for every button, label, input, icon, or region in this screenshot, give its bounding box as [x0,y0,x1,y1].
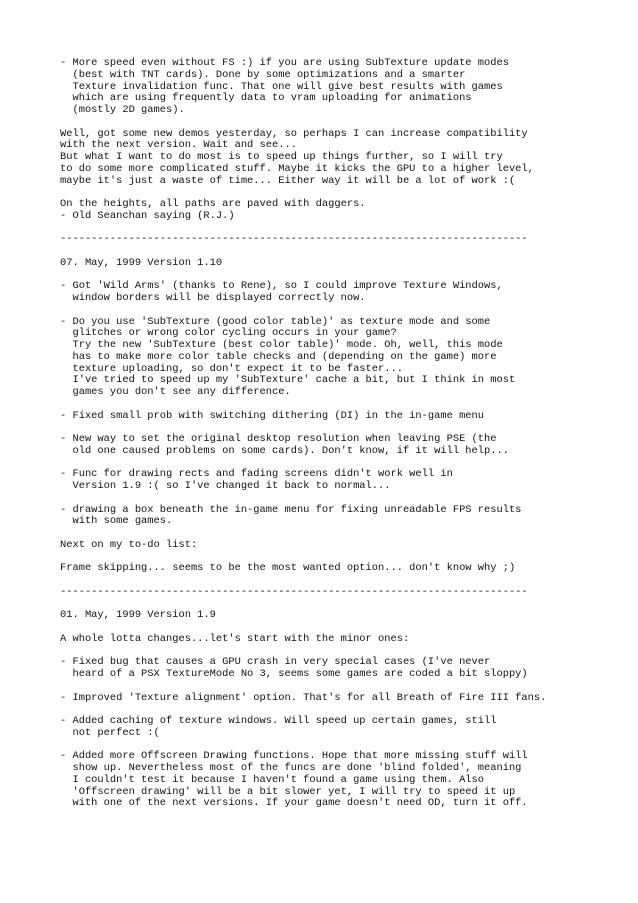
text-line: - Old Seanchan saying (R.J.) [60,209,235,222]
text-line: Frame skipping... seems to be the most wanted option... don't know why ;) [60,562,516,575]
blank-line [60,622,630,634]
text-line: I couldn't test it because I haven't found a game using them. Also [60,773,485,786]
version-heading: 01. May, 1999 Version 1.9 [60,609,216,622]
text-line: show up. Nevertheless most of the funcs are done 'blind folded', meaning [60,762,522,774]
text-line: - Func for drawing rects and fading screens didn't work well in [60,468,453,481]
text-line: - drawing a box beneath the in-game menu for fixing unreadable FPS results [60,503,522,516]
text-line: - Fixed bug that causes a GPU crash in very special cases (I've never [60,656,491,669]
text-line: - Do you use 'SubTexture (good color table)' as texture mode and some [60,315,491,328]
text-line: heard of a PSX TextureMode No 3, seems some games are coded a bit sloppy) [60,668,528,680]
text-line: with one of the next versions. If your game doesn't need OD, turn it off. [60,797,528,810]
separator-line: --------------------------------------------------------------------------- [60,585,528,598]
text-line: 'Offscreen drawing' will be a bit slower yet, I will try to speed it up [60,785,516,798]
blank-line [60,246,630,258]
document-page [60,58,630,810]
text-line: - More speed even without FS :) if you are using SubTexture update modes [60,57,509,69]
text-line: But what I want to do most is to speed up things further, so I will try [60,151,503,163]
text-line: to do some more complicated stuff. Maybe it kicks the GPU to a higher level, [60,162,534,175]
text-line: has to make more color table checks and (depending on the game) more [60,350,497,363]
text-line: texture uploading, so don't expect it to be faster... [60,362,403,375]
blank-line [60,575,630,587]
blank-line [60,528,630,540]
text-line: A whole lotta changes...let's start with the minor ones: [60,632,410,645]
text-line: old one caused problems on some cards). Don't know, if it will help... [60,444,509,457]
text-line: window borders will be displayed correctly now. [60,292,366,304]
version-heading: 07. May, 1999 Version 1.10 [60,256,223,269]
blank-line [60,493,630,505]
text-line: with the next version. Wait and see... [60,139,297,152]
text-line: - Got 'Wild Arms' (thanks to Rene), so I could improve Texture Windows, [60,280,503,293]
text-line: which are using frequently data to vram uploading for animations [60,92,472,105]
text-line: (mostly 2D games). [60,104,185,116]
text-line: I've tried to speed up my 'SubTexture' cache a bit, but I think in most [60,374,516,387]
text-line: Try the new 'SubTexture (best color table)' mode. Oh, well, this mode [60,339,503,351]
blank-line [60,681,630,693]
text-line: glitches or wrong color cycling occurs in your game? [60,327,397,340]
text-line: not perfect :( [60,726,160,739]
text-line: Next on my to-do list: [60,538,198,551]
text-line: Well, got some new demos yesterday, so perhaps I can increase compatibility [60,127,528,140]
text-line: maybe it's just a waste of time... Either way it will be a lot of work :( [60,174,516,187]
text-line: On the heights, all paths are paved with daggers. [60,198,366,210]
text-line: - Added more Offscreen Drawing functions. Hope that more missing stuff will [60,750,528,763]
text-line: - Improved 'Texture alignment' option. That's for all Breath of Fire III fans. [60,691,547,704]
text-line: - Fixed small prob with switching dithering (DI) in the in-game menu [60,409,485,422]
version-heading: Version 1.9 :( so I've changed it back to normal... [60,480,391,492]
blank-line [60,399,630,411]
text-line: Texture invalidation func. That one will give best results with games [60,80,503,93]
blank-line [60,305,630,317]
text-line: - Added caching of texture windows. Will speed up certain games, still [60,715,497,727]
separator-line: --------------------------------------------------------------------------- [60,233,528,246]
text-line: with some games. [60,515,173,528]
text-line: games you don't see any difference. [60,386,291,398]
text-line: - New way to set the original desktop resolution when leaving PSE (the [60,433,497,445]
blank-line [60,117,630,129]
text-line: (best with TNT cards). Done by some optimizations and a smarter [60,68,466,81]
